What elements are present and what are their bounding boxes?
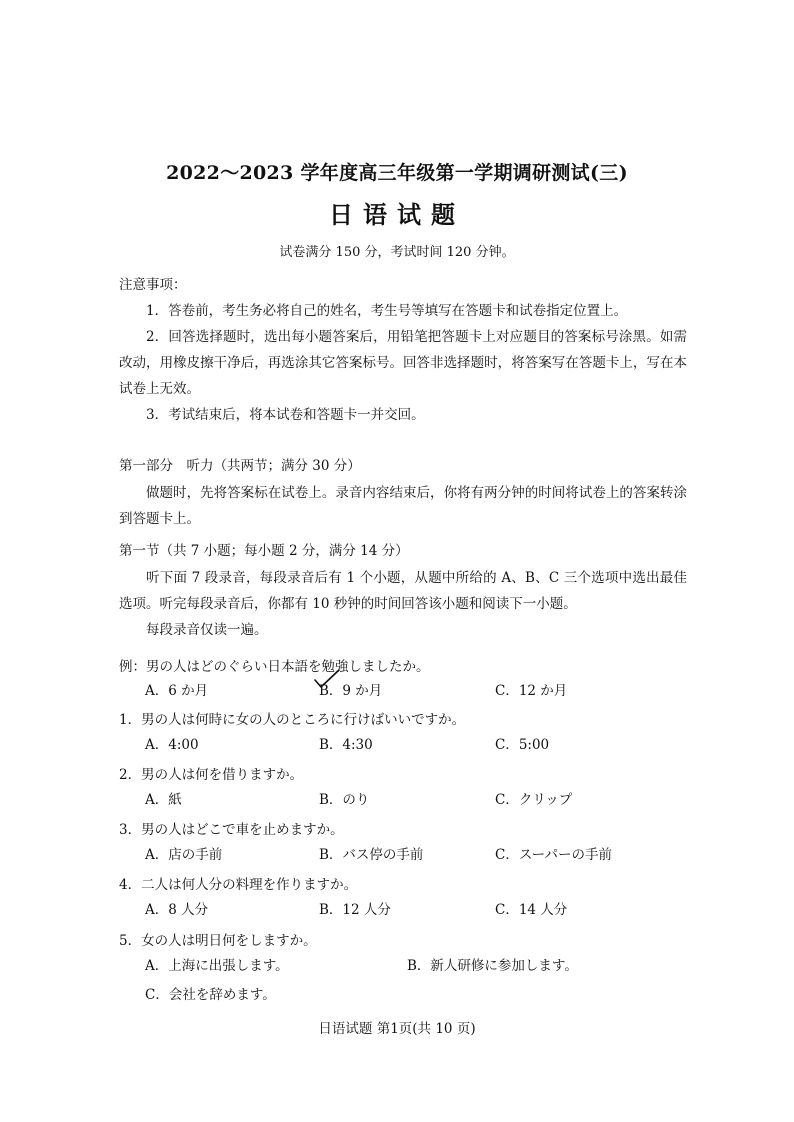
part1-heading: 第一部分 听力（共两节；满分 30 分） [119,458,361,474]
question-2-option-a: A．紙 [145,792,182,808]
question-3: 3．男の人はどこで車を止めますか。 [119,822,344,838]
question-1: 1．男の人は何時に女の人のところに行けばいいですか。 [119,712,466,728]
question-3-option-b: B．バス停の手前 [319,847,424,863]
question-2: 2．男の人は何を借りますか。 [119,767,304,783]
question-1-option-a: A．4:00 [145,737,199,753]
section1-heading: 第一节（共 7 小题；每小题 2 分，满分 14 分） [119,543,409,559]
notice-item-3: 3．考试结束后，将本试卷和答题卡一并交回。 [146,407,425,423]
question-4-option-b: B．12 人分 [319,902,391,918]
section1-instruction: 听下面 7 段录音，每段录音后有 1 个小题，从题中所给的 A、B、C 三个选项中选出最佳选项。听完每段录音后，你都有 10 秒钟的时间回答该小题和阅读下一小题。 [119,570,687,612]
question-3-option-c: C．スーパーの手前 [495,847,612,863]
question-4-option-a: A．8 人分 [145,902,209,918]
question-1-option-c: C．5:00 [495,737,550,753]
exam-info: 试卷满分 150 分，考试时间 120 分钟。 [279,245,515,260]
subject-title: 日语试题 [329,201,465,229]
notice-item-1: 1．答卷前，考生务必将自己的姓名，考生号等填写在答题卡和试卷指定位置上。 [146,303,628,319]
question-4-option-c: C．14 人分 [495,902,568,918]
question-2-option-c: C．クリップ [495,792,573,808]
checkmark-icon [313,668,341,690]
example-option-b: B．9 か月 [319,683,383,699]
example-option-c: C．12 か月 [495,683,568,699]
notice-heading: 注意事项： [119,277,187,293]
question-5-option-b: B．新人研修に参加します。 [407,958,578,974]
question-1-option-b: B．4:30 [319,737,373,753]
section1-note: 每段录音仅读一遍。 [146,622,268,638]
question-3-option-a: A．店の手前 [145,847,223,863]
page-footer: 日语试题 第1页(共 10 页) [318,1021,476,1037]
notice-item-2: 2．回答选择题时，选出每小题答案后，用铅笔把答题卡上对应题目的答案标号涂黑。如需改动，用橡皮擦干净后，再选涂其它答案标号。回答非选择题时，将答案写在答题卡上，写在本试卷上无效。 [119,329,687,397]
part1-instruction: 做题时，先将答案标在试卷上。录音内容结束后，你将有两分钟的时间将试卷上的答案转涂到答题卡上。 [119,485,687,527]
question-4: 4．二人は何人分の料理を作りますか。 [119,877,358,893]
exam-title: 2022～2023 学年度高三年级第一学期调研测试(三) [166,162,628,184]
question-5: 5．女の人は明日何をしますか。 [119,933,317,949]
example-question: 例：男の人はどのぐらい日本語を勉強しましたか。 [119,659,430,675]
example-option-a: A．6 か月 [145,683,209,699]
question-5-option-a: A．上海に出張します。 [145,958,289,974]
question-5-option-c: C．会社を辞めます。 [145,987,276,1003]
question-2-option-b: B．のり [319,792,370,808]
